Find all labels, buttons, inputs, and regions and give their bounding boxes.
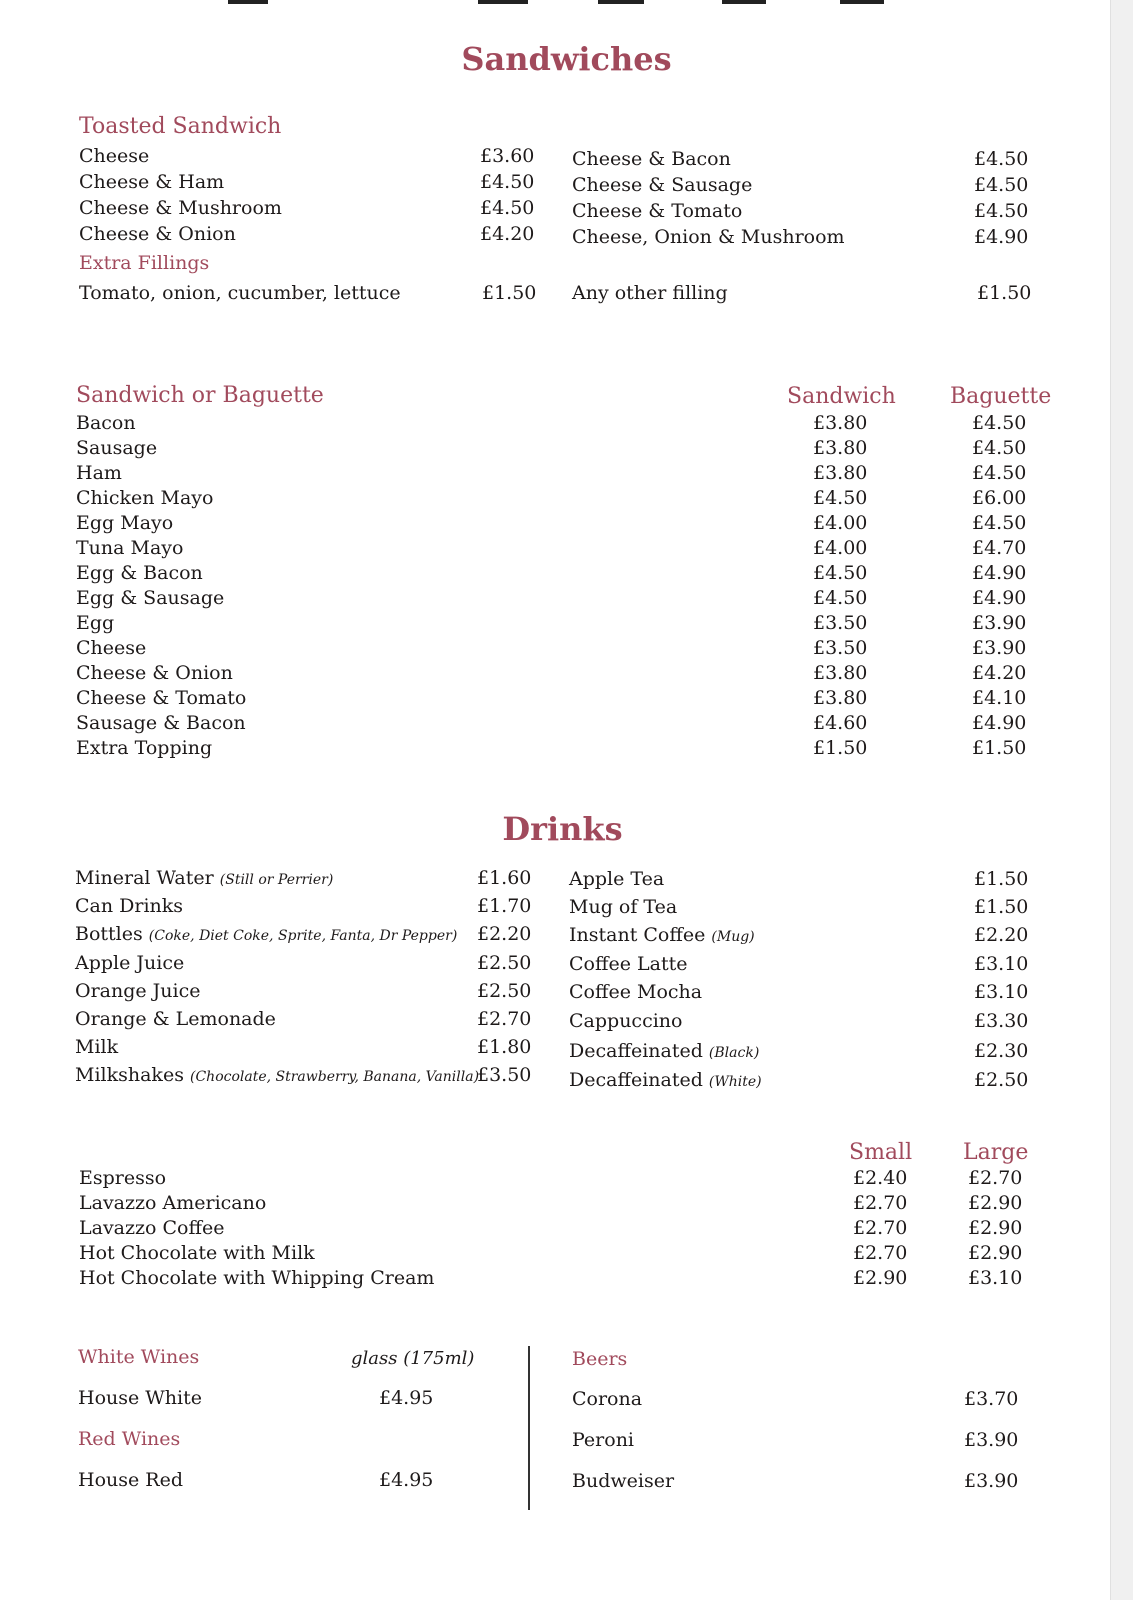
price: £4.90 [972, 587, 1027, 609]
column-header-baguette: Baguette [950, 384, 1052, 409]
price: £4.50 [972, 412, 1027, 434]
list-item: Hot Chocolate with Whipping Cream [79, 1267, 435, 1289]
divider [528, 1346, 530, 1510]
price: £3.10 [974, 981, 1029, 1003]
price: £1.50 [974, 868, 1029, 890]
drinks-left-prices [477, 864, 531, 1089]
price: £3.80 [813, 662, 868, 684]
list-item: Bacon [76, 412, 136, 434]
price: £4.50 [813, 487, 868, 509]
price: £4.50 [974, 148, 1029, 170]
price: £3.50 [813, 612, 868, 634]
sandwiches-title: Sandwiches [461, 40, 672, 78]
price: £2.50 [477, 980, 532, 1002]
list-item: Ham [76, 462, 122, 484]
price: £4.90 [974, 226, 1029, 248]
list-item: Cheese [79, 145, 150, 167]
price: £3.50 [477, 1064, 532, 1086]
price: £2.50 [974, 1069, 1029, 1091]
page-edge [1110, 0, 1133, 1600]
hot-drinks-small-prices [853, 1166, 907, 1291]
price: £3.60 [480, 145, 535, 167]
sob-baguette-prices [972, 411, 1026, 761]
price: £3.10 [974, 953, 1029, 975]
drinks-right-prices [974, 865, 1028, 1094]
list-item: Cheese & Onion [79, 223, 236, 245]
price: £3.80 [813, 687, 868, 709]
top-cutoff-mark [722, 0, 766, 4]
price: £4.50 [480, 197, 535, 219]
list-item: Lavazzo Coffee [79, 1217, 225, 1239]
price: £4.50 [480, 171, 535, 193]
wine-item: House Red [78, 1469, 183, 1491]
hot-drinks-names [79, 1166, 434, 1291]
price: £4.90 [972, 712, 1027, 734]
price: £4.00 [813, 537, 868, 559]
price: £2.30 [974, 1040, 1029, 1062]
sob-names [76, 411, 246, 761]
list-item: Egg & Bacon [76, 562, 203, 584]
price: £1.70 [477, 895, 532, 917]
price: £2.70 [853, 1192, 908, 1214]
list-item: Egg Mayo [76, 512, 174, 534]
glass-size-label: glass (175ml) [351, 1348, 475, 1369]
column-header-large: Large [963, 1140, 1029, 1165]
price: £2.90 [968, 1192, 1023, 1214]
price: £3.80 [813, 412, 868, 434]
toasted-left-prices [480, 143, 534, 247]
price: £3.30 [974, 1010, 1029, 1032]
list-item: Sausage & Bacon [76, 712, 246, 734]
list-item: Chicken Mayo [76, 487, 214, 509]
wine-item: House White [78, 1387, 203, 1409]
list-item: Orange Juice [75, 980, 201, 1002]
price: £4.50 [972, 437, 1027, 459]
beers-heading: Beers [572, 1348, 628, 1370]
top-cutoff-mark [840, 0, 884, 4]
drinks-left-names [75, 864, 479, 1089]
top-cutoff-mark [598, 0, 644, 4]
red-wines-heading: Red Wines [78, 1428, 181, 1450]
column-header-small: Small [849, 1140, 913, 1165]
price: £3.50 [813, 637, 868, 659]
toasted-right-names [572, 146, 845, 250]
price: £4.10 [972, 687, 1027, 709]
price: £1.60 [477, 867, 532, 889]
beer-item: Budweiser [572, 1470, 675, 1492]
beer-item: Corona [572, 1388, 643, 1410]
price: £3.80 [813, 437, 868, 459]
list-item: Coffee Latte [569, 953, 688, 975]
list-item: Cheese & Ham [79, 171, 225, 193]
price: £2.70 [853, 1217, 908, 1239]
price: £3.10 [968, 1267, 1023, 1289]
list-item: Bottles (Coke, Diet Coke, Sprite, Fanta, Dr Pepper) [75, 923, 458, 945]
price: £1.50 [482, 282, 537, 304]
price: £4.00 [813, 512, 868, 534]
price: £4.50 [974, 174, 1029, 196]
list-item: Extra Topping [76, 737, 213, 759]
list-item: Sausage [76, 437, 158, 459]
extra-fillings-heading: Extra Fillings [79, 252, 210, 274]
price: £3.90 [964, 1429, 1019, 1451]
list-item: Instant Coffee (Mug) [569, 924, 755, 946]
list-item: Milkshakes (Chocolate, Strawberry, Banana, Vanilla) [75, 1064, 480, 1086]
price: £4.50 [813, 562, 868, 584]
list-item: Can Drinks [75, 895, 184, 917]
price: £1.50 [813, 737, 868, 759]
price: £4.70 [972, 537, 1027, 559]
list-item: Mug of Tea [569, 896, 678, 918]
list-item: Tuna Mayo [76, 537, 184, 559]
beer-item: Peroni [572, 1429, 635, 1451]
price: £2.70 [853, 1242, 908, 1264]
toasted-left-names [79, 143, 282, 247]
price: £3.90 [964, 1470, 1019, 1492]
price: £3.80 [813, 462, 868, 484]
list-item: Mineral Water (Still or Perrier) [75, 867, 334, 889]
price: £4.60 [813, 712, 868, 734]
price: £2.50 [477, 952, 532, 974]
price: £2.70 [477, 1008, 532, 1030]
price: £2.20 [477, 923, 532, 945]
price: £1.80 [477, 1036, 532, 1058]
top-cutoff-mark [478, 0, 528, 4]
column-header-sandwich: Sandwich [787, 384, 896, 409]
list-item: Cheese & Tomato [76, 687, 247, 709]
price: £4.50 [972, 512, 1027, 534]
toasted-right-prices [974, 146, 1028, 250]
hot-drinks-large-prices [968, 1166, 1022, 1291]
price: £3.90 [972, 637, 1027, 659]
price: £2.70 [968, 1167, 1023, 1189]
toasted-sandwich-heading: Toasted Sandwich [79, 114, 282, 139]
list-item: Cappuccino [569, 1010, 683, 1032]
price: £4.20 [972, 662, 1027, 684]
list-item: Egg & Sausage [76, 587, 225, 609]
list-item: Egg [76, 612, 115, 634]
list-item: Milk [75, 1036, 119, 1058]
list-item: Cheese & Onion [76, 662, 233, 684]
price: £1.50 [972, 737, 1027, 759]
price: £4.95 [379, 1387, 434, 1409]
drinks-right-names [569, 865, 762, 1094]
price: £4.90 [972, 562, 1027, 584]
price: £4.95 [379, 1469, 434, 1491]
price: £4.50 [974, 200, 1029, 222]
price: £2.90 [968, 1217, 1023, 1239]
extra-filling-item: Tomato, onion, cucumber, lettuce [79, 282, 401, 304]
list-item: Apple Tea [569, 868, 665, 890]
list-item: Orange & Lemonade [75, 1008, 276, 1030]
list-item: Decaffeinated (White) [569, 1069, 762, 1091]
price: £3.90 [972, 612, 1027, 634]
sandwich-or-baguette-heading: Sandwich or Baguette [76, 383, 324, 408]
list-item: Lavazzo Americano [79, 1192, 267, 1214]
price: £2.90 [853, 1267, 908, 1289]
list-item: Cheese & Sausage [572, 174, 753, 196]
sob-sandwich-prices [813, 411, 867, 761]
price: £4.50 [972, 462, 1027, 484]
list-item: Cheese [76, 637, 147, 659]
price: £1.50 [977, 282, 1032, 304]
price: £3.70 [964, 1388, 1019, 1410]
top-cutoff-mark [228, 0, 268, 4]
list-item: Apple Juice [75, 952, 185, 974]
list-item: Cheese, Onion & Mushroom [572, 226, 845, 248]
price: £2.40 [853, 1167, 908, 1189]
list-item: Coffee Mocha [569, 981, 703, 1003]
price: £6.00 [972, 487, 1027, 509]
list-item: Cheese & Mushroom [79, 197, 282, 219]
list-item: Espresso [79, 1167, 167, 1189]
price: £4.20 [480, 223, 535, 245]
price: £4.50 [813, 587, 868, 609]
list-item: Cheese & Tomato [572, 200, 743, 222]
price: £2.90 [968, 1242, 1023, 1264]
list-item: Hot Chocolate with Milk [79, 1242, 315, 1264]
drinks-title: Drinks [502, 810, 623, 848]
list-item: Decaffeinated (Black) [569, 1040, 760, 1062]
extra-filling-item: Any other filling [572, 282, 728, 304]
price: £2.20 [974, 924, 1029, 946]
white-wines-heading: White Wines [78, 1346, 200, 1368]
list-item: Cheese & Bacon [572, 148, 731, 170]
price: £1.50 [974, 896, 1029, 918]
